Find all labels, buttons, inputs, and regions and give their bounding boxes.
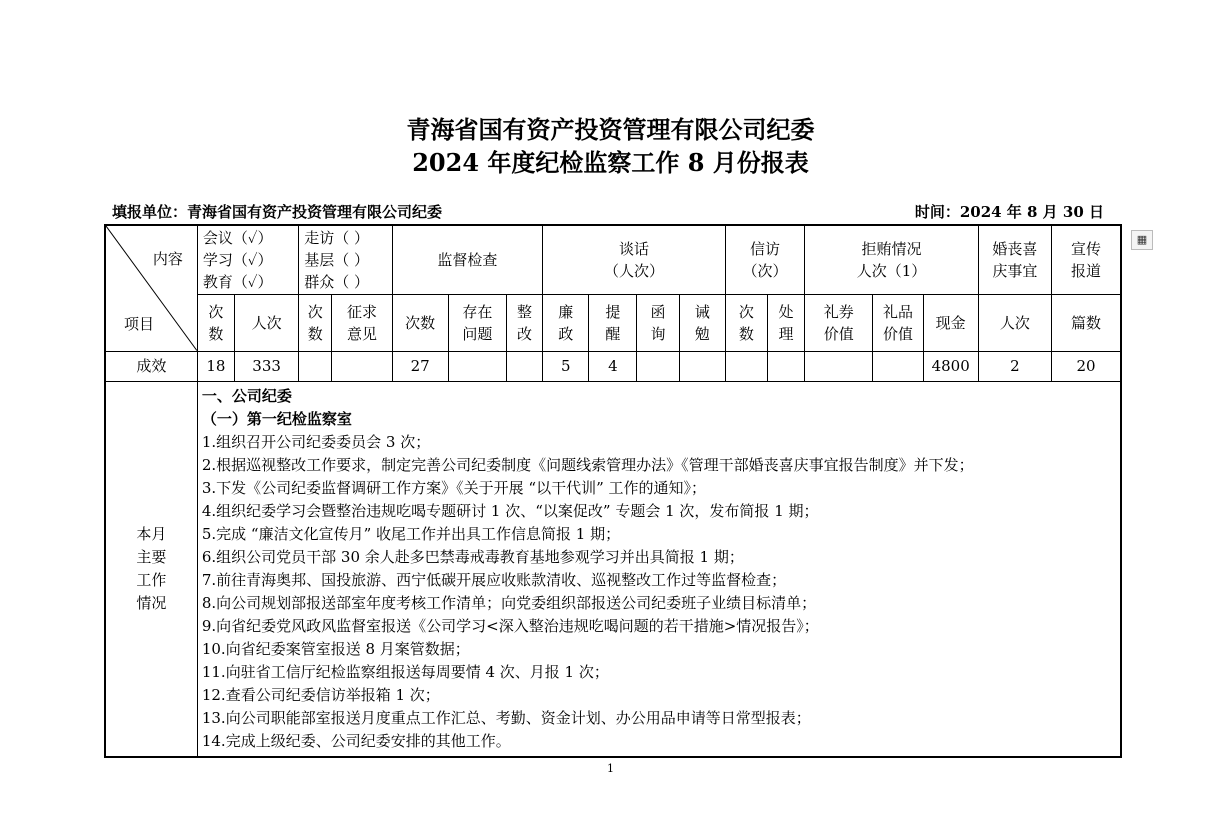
meeting-option-3: 教育（✓） bbox=[202, 272, 273, 291]
header-meeting bbox=[197, 225, 298, 294]
sub-text: 意见 bbox=[346, 324, 377, 343]
sub-bribe-cash: 现金 bbox=[923, 294, 978, 351]
sub-visit-opinion bbox=[332, 294, 392, 351]
sub-text: 理 bbox=[778, 324, 794, 343]
sub-text: 改 bbox=[517, 324, 533, 343]
result-talk-clean: 5 bbox=[543, 351, 589, 381]
sub-text: 数 bbox=[307, 324, 323, 343]
header-visit bbox=[299, 225, 392, 294]
meeting-option-2: 学习（✓） bbox=[202, 250, 273, 269]
work-item: 5.完成 “廉洁文化宣传月” 收尾工作并出具工作信息简报 1 期； bbox=[201, 524, 621, 543]
result-visit-times bbox=[299, 351, 332, 381]
wedding-title-2: 庆事宜 bbox=[992, 261, 1038, 280]
sub-sup-issue bbox=[448, 294, 506, 351]
work-item: 2.根据巡视整改工作要求，制定完善公司纪委制度《问题线索管理办法》《管理干部婚丧喜庆事宜报告制度》并下发； bbox=[201, 455, 974, 474]
work-item: 8.向公司规划部报送部室年度考核工作清单；向党委组织部报送公司纪委班子业绩目标清单； bbox=[201, 593, 817, 612]
section-heading: 一、公司纪委 bbox=[201, 386, 292, 405]
sub-talk-remind bbox=[589, 294, 637, 351]
sub-text: 价值 bbox=[823, 324, 854, 343]
result-sup-times: 27 bbox=[392, 351, 448, 381]
work-item: 1.组织召开公司纪委委员会 3 次； bbox=[201, 432, 431, 451]
fill-time: 时间：2024 年 8 月 30 日 bbox=[914, 203, 1104, 221]
result-sup-fix bbox=[506, 351, 542, 381]
letters-unit: （次） bbox=[742, 261, 788, 280]
result-letter-times bbox=[725, 351, 767, 381]
header-row-1 bbox=[105, 225, 1121, 294]
work-item: 12.查看公司纪委信访举报箱 1 次； bbox=[201, 685, 440, 704]
sub-text: 数 bbox=[738, 324, 754, 343]
bribe-title: 拒贿情况 bbox=[861, 239, 922, 258]
wedding-title-1: 婚丧喜 bbox=[992, 239, 1038, 258]
work-item: 7.前往青海奥邦、国投旅游、西宁低碳开展应收账款清收、巡视整改工作过等监督检查； bbox=[201, 570, 787, 589]
subsection-heading: （一）第一纪检监察室 bbox=[201, 409, 352, 428]
result-talk-letter bbox=[637, 351, 679, 381]
visit-option-2: 基层（ ） bbox=[304, 250, 369, 269]
talks-unit: （人次） bbox=[603, 261, 664, 280]
fill-unit: 填报单位：青海省国有资产投资管理有限公司纪委 bbox=[112, 203, 443, 221]
side-label-text: 本月 bbox=[136, 524, 167, 543]
side-label-text: 情况 bbox=[136, 593, 167, 612]
header-wedding bbox=[978, 225, 1051, 294]
sub-visit-times bbox=[299, 294, 332, 351]
fill-info-row bbox=[112, 202, 1104, 222]
talks-title: 谈话 bbox=[618, 239, 649, 258]
sub-text: 存在 bbox=[462, 302, 493, 321]
sub-text: 整 bbox=[517, 302, 533, 321]
result-meeting-times: 18 bbox=[197, 351, 234, 381]
sub-text: 礼券 bbox=[823, 302, 854, 321]
side-label-text: 主要 bbox=[136, 547, 167, 566]
result-sup-issue bbox=[448, 351, 506, 381]
sub-bribe-coupon bbox=[805, 294, 873, 351]
work-item: 11.向驻省工信厅纪检监察组报送每周要情 4 次、月报 1 次； bbox=[201, 662, 609, 681]
results-row bbox=[105, 351, 1121, 381]
sub-text: 处 bbox=[778, 302, 794, 321]
work-item: 10.向省纪委案管室报送 8 月案管数据； bbox=[201, 639, 470, 658]
sub-text: 次 bbox=[738, 302, 754, 321]
sub-talk-clean bbox=[543, 294, 589, 351]
document-title-line1: 青海省国有资产投资管理有限公司纪委 bbox=[406, 115, 815, 144]
sub-text: 提 bbox=[605, 302, 621, 321]
page-number: 1 bbox=[607, 762, 614, 775]
sub-text: 政 bbox=[558, 324, 574, 343]
sub-text: 次 bbox=[307, 302, 323, 321]
sub-letter-handle bbox=[767, 294, 804, 351]
work-item: 3.下发《公司纪委监督调研工作方案》《关于开展 “以干代训” 工作的通知》； bbox=[201, 478, 707, 497]
sub-text: 次 bbox=[208, 302, 224, 321]
visit-option-3: 群众（ ） bbox=[304, 272, 369, 291]
sub-text: 价值 bbox=[882, 324, 913, 343]
sub-text: 廉 bbox=[558, 302, 574, 321]
publicity-title-2: 报道 bbox=[1071, 261, 1102, 280]
document-title-line2: 2024 年度纪检监察工作 8 月份报表 bbox=[412, 148, 809, 177]
letters-title: 信访 bbox=[749, 239, 780, 258]
visit-option-1: 走访（ ） bbox=[304, 228, 369, 247]
sub-text: 诫 bbox=[694, 302, 710, 321]
sub-text: 礼品 bbox=[882, 302, 913, 321]
sub-text: 醒 bbox=[605, 324, 621, 343]
bribe-unit: 人次（1） bbox=[856, 261, 927, 280]
header-letters bbox=[725, 225, 804, 294]
sub-publicity-count: 篇数 bbox=[1052, 294, 1121, 351]
sub-letter-times bbox=[725, 294, 767, 351]
table-tool-icon[interactable]: ▦ bbox=[1131, 230, 1153, 250]
work-item: 14.完成上级纪委、公司纪委安排的其他工作。 bbox=[201, 731, 511, 750]
sub-text: 问题 bbox=[462, 324, 493, 343]
result-talk-remind: 4 bbox=[589, 351, 637, 381]
main-work-row bbox=[105, 381, 1121, 757]
result-publicity-count: 20 bbox=[1052, 351, 1121, 381]
sub-text: 征求 bbox=[346, 302, 377, 321]
sub-text: 函 bbox=[650, 302, 666, 321]
sub-talk-warn bbox=[679, 294, 725, 351]
header-content-label: 内容 bbox=[152, 250, 183, 268]
header-row-2 bbox=[105, 294, 1121, 351]
result-bribe-gift bbox=[873, 351, 923, 381]
main-work-content[interactable] bbox=[197, 381, 1121, 757]
result-wedding-people: 2 bbox=[978, 351, 1051, 381]
header-supervision: 监督检查 bbox=[392, 225, 543, 294]
main-work-label bbox=[105, 381, 197, 757]
result-visit-opinion bbox=[332, 351, 392, 381]
header-item-label: 项目 bbox=[124, 314, 155, 333]
work-item: 4.组织纪委学习会暨整治违规吃喝专题研讨 1 次、“以案促改” 专题会 1 次，发布简报 1 期； bbox=[201, 501, 819, 520]
result-bribe-cash: 4800 bbox=[923, 351, 978, 381]
sub-talk-letter bbox=[637, 294, 679, 351]
result-bribe-coupon bbox=[805, 351, 873, 381]
header-bribe bbox=[805, 225, 979, 294]
report-table bbox=[104, 224, 1122, 758]
result-letter-handle bbox=[767, 351, 804, 381]
sub-meeting-times bbox=[197, 294, 234, 351]
sub-meeting-people: 人次 bbox=[234, 294, 298, 351]
sub-text: 询 bbox=[650, 324, 666, 343]
sub-sup-fix bbox=[506, 294, 542, 351]
header-talks bbox=[543, 225, 726, 294]
sub-wedding-people: 人次 bbox=[978, 294, 1051, 351]
publicity-title-1: 宣传 bbox=[1071, 239, 1102, 258]
header-publicity bbox=[1052, 225, 1121, 294]
header-diagonal-cell bbox=[105, 225, 197, 351]
sub-text: 数 bbox=[208, 324, 224, 343]
work-item: 9.向省纪委党风政风监督室报送《公司学习<深入整治违规吃喝问题的若干措施>情况报告》； bbox=[201, 616, 819, 635]
meeting-option-1: 会议（✓） bbox=[202, 228, 273, 247]
sub-text: 勉 bbox=[694, 324, 710, 343]
work-item: 13.向公司职能部室报送月度重点工作汇总、考勤、资金计划、办公用品申请等日常型报表； bbox=[201, 708, 811, 727]
sub-sup-times: 次数 bbox=[392, 294, 448, 351]
result-meeting-people: 333 bbox=[234, 351, 298, 381]
results-label: 成效 bbox=[105, 351, 197, 381]
sub-bribe-gift bbox=[873, 294, 923, 351]
side-label-text: 工作 bbox=[136, 570, 167, 589]
work-item: 6.组织公司党员干部 30 余人赴多巴禁毒戒毒教育基地参观学习并出具简报 1 期； bbox=[201, 547, 744, 566]
result-talk-warn bbox=[679, 351, 725, 381]
